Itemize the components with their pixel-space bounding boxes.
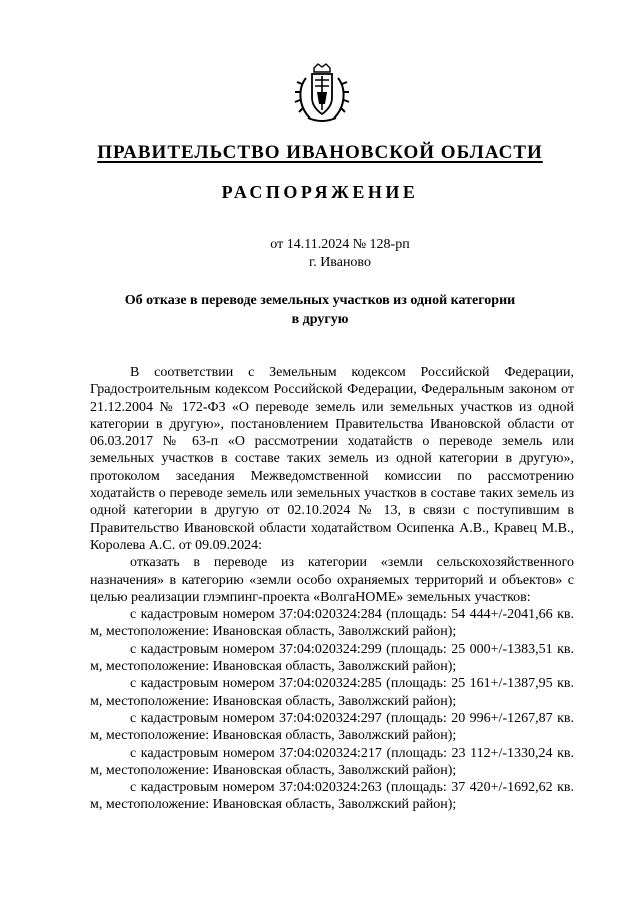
title-line-1: Об отказе в переводе земельных участков из одной категории (124, 293, 516, 308)
land-plot-item: с кадастровым номером 37:04:020324:263 (площадь: 37 420+/-1692,62 кв. м, местоположение: Ивановская область, Заволжский район); (90, 780, 574, 813)
document-city: г. Иваново (309, 255, 371, 270)
coat-of-arms-icon (292, 62, 352, 124)
land-plot-item: с кадастровым номером 37:04:020324:284 (площадь: 54 444+/-2041,66 кв. м, местоположение: Ивановская область, Заволжский район); (90, 607, 574, 640)
document-body (90, 364, 574, 814)
land-plot-item: с кадастровым номером 37:04:020324:299 (площадь: 25 000+/-1383,51 кв. м, местоположение: Ивановская область, Заволжский район); (90, 641, 574, 675)
decision-paragraph: отказать в переводе из категории «земли сельскохозяйственного назначения» в категорию «земли особо охраняемых территорий и объектов» с целью реализации глэмпинг-проекта «ВолгаНОМЕ» земельных участков: (90, 555, 574, 605)
land-plot-item: с кадастровым номером 37:04:020324:217 (площадь: 23 112+/-1330,24 кв. м, местоположение: Ивановская область, Заволжский район); (90, 745, 574, 778)
document-meta (0, 236, 640, 272)
preamble-paragraph: В соответствии с Земельным кодексом Российской Федерации, Градостроительным кодексом Российской Федерации, Федеральным законом от 21.12.2004 № 172-ФЗ «О переводе земель или земельных участков из одной категории в другую», постановлением Правительства Ивановской области от 06.03.2017 № 63-п «О рассмотрении ходатайств о переводе земель или земельных участков в составе таких земель из одной категории в другую», протоколом заседания Межведомственной комиссии по рассмотрению ходатайств о переводе земель или земельных участков в составе таких земель из одной категории в другую от 02.10.2024 № 13, в связи с поступившим в Правительство Ивановской области ходатайством Осипенка А.В., Кравец М.В., Королева А.С. от 09.09.2024: (90, 365, 574, 553)
document-type: РАСПОРЯЖЕНИЕ (221, 182, 419, 202)
title-line-2: в другую (291, 312, 349, 327)
document-date-number: от 14.11.2024 № 128-рп (270, 237, 410, 252)
land-plot-item: с кадастровым номером 37:04:020324:285 (площадь: 25 161+/-1387,95 кв. м, местоположение: Ивановская область, Заволжский район); (90, 676, 574, 709)
document-title (0, 291, 640, 329)
coat-of-arms-emblem (292, 62, 352, 124)
land-plot-item: с кадастровым номером 37:04:020324:297 (площадь: 20 996+/-1267,87 кв. м, местоположение: Ивановская область, Заволжский район); (90, 710, 574, 744)
organization-name: ПРАВИТЕЛЬСТВО ИВАНОВСКОЙ ОБЛАСТИ (97, 142, 543, 163)
